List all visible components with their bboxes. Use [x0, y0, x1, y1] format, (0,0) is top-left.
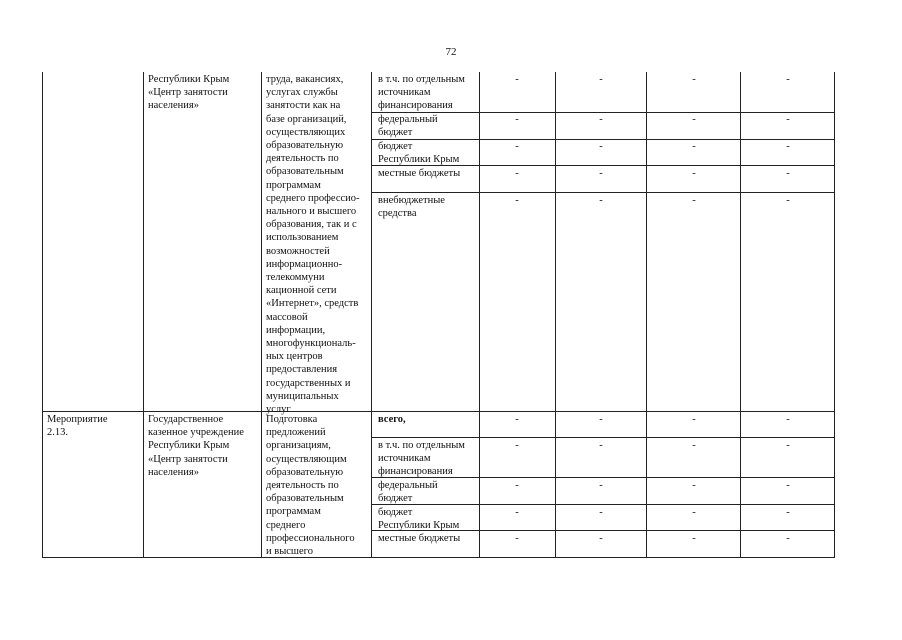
value-cell: - [599, 480, 603, 491]
table-rule [371, 437, 835, 438]
value-cell: - [692, 533, 696, 544]
value-cell: - [692, 195, 696, 206]
value-cell: - [786, 533, 790, 544]
source-cell: местные бюджеты [378, 168, 461, 179]
table-rule [143, 72, 144, 558]
content-cell: труда, вакансиях, услугах службы занятости как на базе организаций, осуществляющих образовательную деятельность по образовательным программам среднего профессио- нального и высшего образования, так и с использованием возможностей информационно- телекоммуни кационной сети «Интернет», средств массовой информации, многофункциональ- ных центров предоставления государственных и муниципальных услуг [266, 74, 360, 416]
value-cell: - [692, 74, 696, 85]
value-cell: - [692, 440, 696, 451]
value-cell: - [786, 114, 790, 125]
executor-cell: Республики Крым «Центр занятости населения» [148, 74, 230, 112]
value-cell: - [786, 168, 790, 179]
table-rule [646, 72, 647, 558]
value-cell: - [786, 74, 790, 85]
table-rule [479, 72, 480, 558]
source-cell: в т.ч. по отдельным источникам финансирования [378, 440, 465, 478]
table-rule [740, 72, 741, 558]
value-cell: - [515, 414, 519, 425]
value-cell: - [515, 533, 519, 544]
value-cell: - [692, 141, 696, 152]
source-cell: в т.ч. по отдельным источникам финансирования [378, 74, 465, 112]
table-rule [371, 192, 835, 193]
value-cell: - [599, 114, 603, 125]
table-rule [42, 72, 43, 558]
value-cell: - [786, 195, 790, 206]
table-rule [261, 72, 262, 558]
measure-cell: Мероприятие 2.13. [47, 414, 108, 439]
value-cell: - [515, 74, 519, 85]
value-cell: - [599, 168, 603, 179]
table-rule [371, 72, 372, 558]
value-cell: - [786, 507, 790, 518]
value-cell: - [515, 114, 519, 125]
value-cell: - [599, 440, 603, 451]
value-cell: - [599, 195, 603, 206]
value-cell: - [515, 480, 519, 491]
value-cell: - [515, 141, 519, 152]
value-cell: - [515, 507, 519, 518]
value-cell: - [515, 195, 519, 206]
source-cell: федеральный бюджет [378, 114, 438, 139]
source-cell: бюджет Республики Крым [378, 141, 460, 166]
value-cell: - [692, 114, 696, 125]
table-rule [834, 72, 835, 558]
value-cell: - [786, 480, 790, 491]
executor-cell: Государственное казенное учреждение Республики Крым «Центр занятости населения» [148, 414, 244, 478]
value-cell: - [786, 141, 790, 152]
value-cell: - [786, 440, 790, 451]
table-rule [555, 72, 556, 558]
content-cell: Подготовка предложений организациям, осуществляющим образовательную деятельность по образовательным программам среднего профессионального и высшего [266, 414, 355, 558]
value-cell: - [692, 168, 696, 179]
table-rule [42, 557, 835, 558]
value-cell: - [515, 440, 519, 451]
value-cell: - [599, 414, 603, 425]
value-cell: - [515, 168, 519, 179]
source-cell: местные бюджеты [378, 533, 461, 544]
value-cell: - [692, 507, 696, 518]
value-cell: - [786, 414, 790, 425]
value-cell: - [599, 74, 603, 85]
source-cell: федеральный бюджет [378, 480, 438, 505]
source-cell: внебюджетные средства [378, 195, 445, 220]
value-cell: - [692, 480, 696, 491]
value-cell: - [599, 507, 603, 518]
source-cell: бюджет Республики Крым [378, 507, 460, 532]
source-cell: всего, [378, 414, 406, 425]
value-cell: - [599, 141, 603, 152]
page-number: 72 [445, 46, 457, 58]
value-cell: - [692, 414, 696, 425]
table-rule [42, 411, 835, 412]
value-cell: - [599, 533, 603, 544]
